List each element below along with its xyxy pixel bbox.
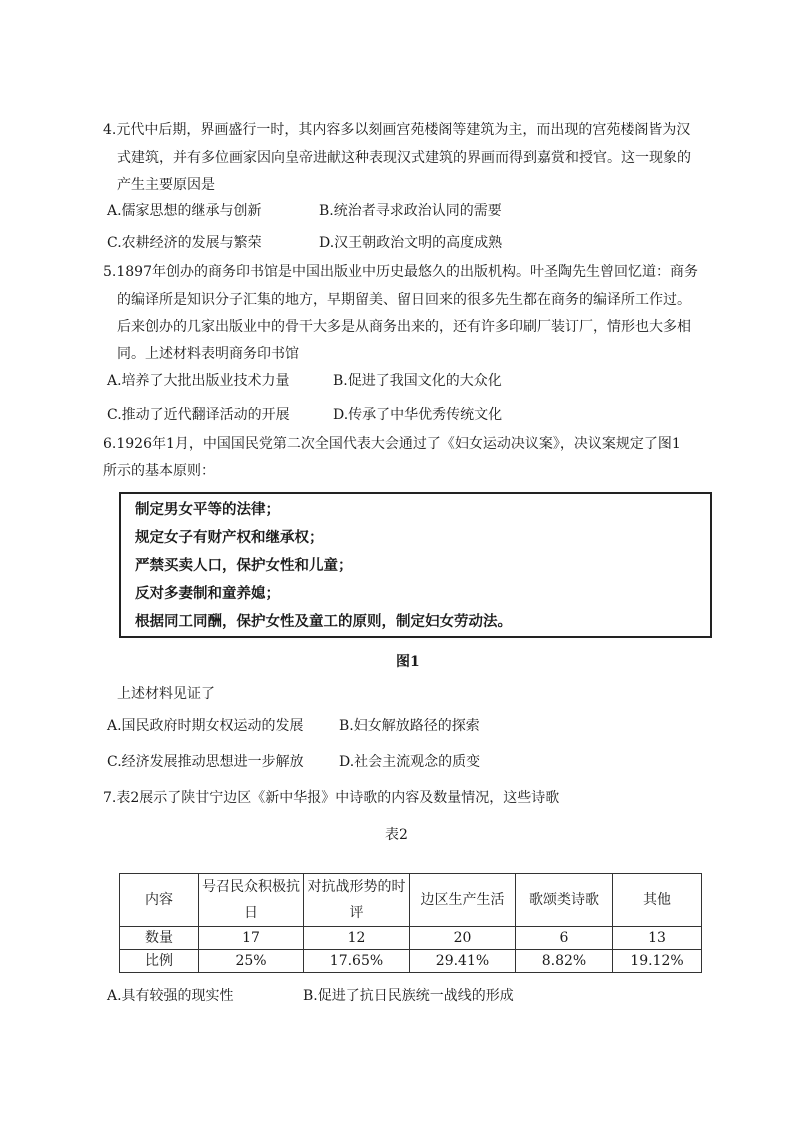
table-header-cell: 内容: [120, 874, 199, 927]
figure-1-item-1: 制定男女平等的法律；: [135, 501, 280, 518]
q4-option-b[interactable]: B.统治者寻求政治认同的需要: [319, 203, 502, 219]
table-header-cell: 号召民众积极抗日: [199, 874, 304, 927]
q5-stem-line-4: 同。上述材料表明商务印书馆: [117, 346, 299, 362]
table-header-cell: 边区生产生活: [410, 874, 516, 927]
figure-1-item-5: 根据同工同酬，保护女性及童工的原则，制定妇女劳动法。: [135, 613, 512, 630]
table-cell: 比例: [120, 950, 199, 973]
table-header-cell: 其他: [613, 874, 702, 927]
q6-question-stem: 上述材料见证了: [117, 686, 215, 702]
table-header-cell: 对抗战形势的时评: [304, 874, 410, 927]
q4-option-a[interactable]: A.儒家思想的继承与创新: [107, 203, 262, 219]
table-row: [120, 927, 702, 950]
q6-option-a[interactable]: A.国民政府时期女权运动的发展: [107, 718, 304, 734]
table-cell: 17: [199, 927, 304, 950]
q4-stem-line-2: 式建筑，并有多位画家因向皇帝进献这种表现汉式建筑的界画而得到嘉赏和授官。这一现象的: [117, 150, 691, 166]
table-cell: 数量: [120, 927, 199, 950]
figure-1-box: [119, 492, 712, 638]
figure-1-item-2: 规定女子有财产权和继承权；: [135, 529, 324, 546]
q7-stem-line-1: 7.表2展示了陕甘宁边区《新中华报》中诗歌的内容及数量情况，这些诗歌: [103, 790, 560, 806]
q4-stem-line-1: 4.元代中后期，界画盛行一时，其内容多以刻画宫苑楼阁等建筑为主，而出现的宫苑楼阁皆为汉: [103, 122, 691, 138]
figure-1-item-3: 严禁买卖人口，保护女性和儿童；: [135, 557, 353, 574]
q6-option-c[interactable]: C.经济发展推动思想进一步解放: [107, 754, 304, 770]
q5-stem-line-2: 的编译所是知识分子汇集的地方，早期留美、留日回来的很多先生都在商务的编译所工作过。: [117, 292, 691, 308]
table-header-cell: 歌颂类诗歌: [516, 874, 613, 927]
table-row: [120, 950, 702, 973]
q5-option-a[interactable]: A.培养了大批出版业技术力量: [107, 373, 290, 389]
table-cell: 20: [410, 927, 516, 950]
q5-option-c[interactable]: C.推动了近代翻译活动的开展: [107, 407, 290, 423]
table-cell: 19.12%: [613, 950, 702, 973]
q7-option-b[interactable]: B.促进了抗日民族统一战线的形成: [303, 988, 514, 1004]
table-cell: 25%: [199, 950, 304, 973]
q5-option-d[interactable]: D.传承了中华优秀传统文化: [333, 407, 503, 423]
q4-option-c[interactable]: C.农耕经济的发展与繁荣: [107, 235, 262, 251]
q5-stem-line-3: 后来创办的几家出版业中的骨干大多是从商务出来的，还有许多印刷厂装订厂，情形也大多相: [117, 319, 691, 335]
table-cell: 29.41%: [410, 950, 516, 973]
q4-option-d[interactable]: D.汉王朝政治文明的高度成熟: [319, 235, 503, 251]
q7-option-a[interactable]: A.具有较强的现实性: [107, 988, 234, 1004]
table-cell: 6: [516, 927, 613, 950]
q4-stem-line-3: 产生主要原因是: [117, 177, 215, 193]
figure-1-item-4: 反对多妻制和童养媳；: [135, 585, 280, 602]
table-2-caption: 表2: [385, 827, 408, 843]
table-2: [119, 873, 702, 973]
q6-stem-line-2: 所示的基本原则：: [103, 463, 215, 479]
q6-option-d[interactable]: D.社会主流观念的质变: [339, 754, 481, 770]
q5-option-b[interactable]: B.促进了我国文化的大众化: [333, 373, 502, 389]
table-cell: 12: [304, 927, 410, 950]
figure-1-caption: 图1: [396, 654, 420, 670]
q6-option-b[interactable]: B.妇女解放路径的探索: [339, 718, 480, 734]
q6-stem-line-1: 6.1926年1月，中国国民党第二次全国代表大会通过了《妇女运动决议案》，决议案规定了图1: [103, 436, 681, 452]
table-cell: 17.65%: [304, 950, 410, 973]
table-cell: 13: [613, 927, 702, 950]
table-header-row: [120, 874, 702, 927]
table-cell: 8.82%: [516, 950, 613, 973]
q5-stem-line-1: 5.1897年创办的商务印书馆是中国出版业中历史最悠久的出版机构。叶圣陶先生曾回忆道：商务: [103, 264, 698, 280]
